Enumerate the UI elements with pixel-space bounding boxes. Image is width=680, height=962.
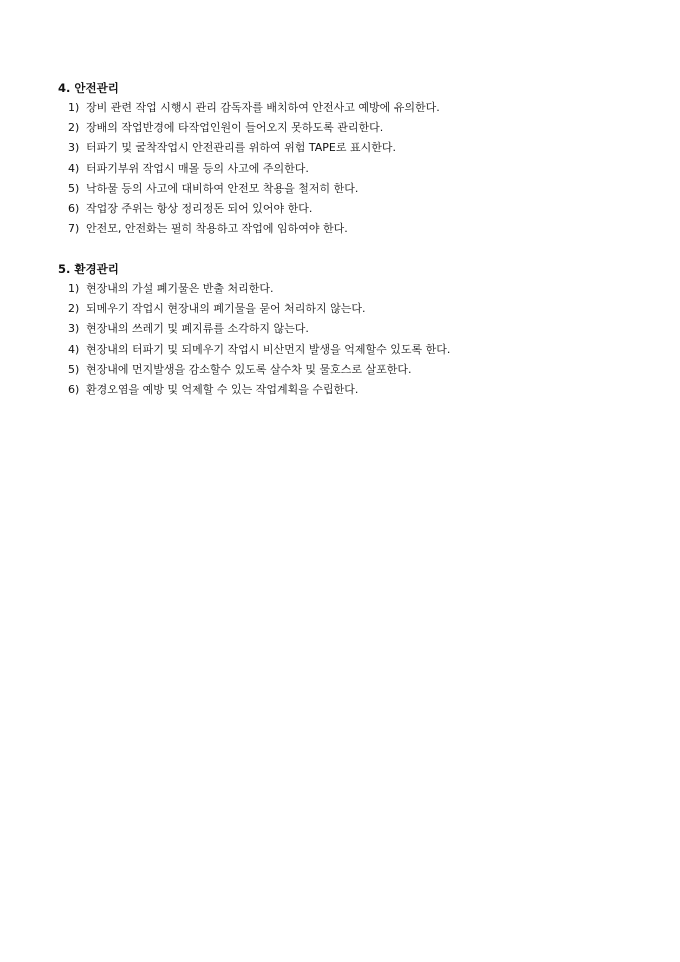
item-text: 되메우기 작업시 현장내의 폐기물을 묻어 처리하지 않는다. <box>86 302 366 316</box>
item-text: 작업장 주위는 항상 정리정돈 되어 있어야 한다. <box>86 201 313 215</box>
item-text: 터파기부위 작업시 매몰 등의 사고에 주의한다. <box>86 161 309 175</box>
section-title: 5. 환경관리 <box>58 262 119 276</box>
list-item <box>58 219 658 239</box>
list-item <box>58 340 658 360</box>
item-text: 현장내에 먼지발생을 감소할수 있도록 살수차 및 물호스로 살포한다. <box>86 362 412 376</box>
item-number: 5) <box>68 362 80 376</box>
list-item <box>58 199 658 219</box>
item-number: 3) <box>68 322 80 336</box>
list-item <box>58 98 658 118</box>
item-number: 3) <box>68 141 80 155</box>
item-text: 터파기 및 굴착작업시 안전관리를 위하여 위험 TAPE로 표시한다. <box>86 141 396 155</box>
item-number: 4) <box>68 161 80 175</box>
section-title: 4. 안전관리 <box>58 81 119 95</box>
item-text: 낙하물 등의 사고에 대비하여 안전모 착용을 철저히 한다. <box>86 181 359 195</box>
item-number: 2) <box>68 302 80 316</box>
item-text: 장배의 작업반경에 타작업인원이 들어오지 못하도록 관리한다. <box>86 121 384 135</box>
item-text: 장비 관련 작업 시행시 관리 감독자를 배치하여 안전사고 예방에 유의한다. <box>86 101 440 114</box>
item-number: 2) <box>68 121 80 135</box>
list-item <box>58 118 658 138</box>
item-number: 1) <box>68 282 80 295</box>
list-item <box>58 360 658 380</box>
list-item <box>58 159 658 179</box>
item-text: 현장내의 터파기 및 되메우기 작업시 비산먼지 발생을 억제할수 있도록 한다. <box>86 342 451 356</box>
section-safety-management <box>58 78 658 239</box>
item-number: 6) <box>68 382 80 396</box>
list-item <box>58 138 658 158</box>
item-text: 환경오염을 예방 및 억제할 수 있는 작업계획을 수립한다. <box>86 382 359 396</box>
list-item <box>58 380 658 400</box>
list-item <box>58 299 658 319</box>
item-text: 안전모, 안전화는 필히 착용하고 작업에 임하여야 한다. <box>86 222 348 236</box>
item-text: 현장내의 쓰레기 및 폐지류를 소각하지 않는다. <box>86 322 309 336</box>
item-number: 4) <box>68 342 80 356</box>
list-item <box>58 179 658 199</box>
item-text: 현장내의 가설 폐기물은 반출 처리한다. <box>86 282 274 295</box>
list-item <box>58 279 658 299</box>
section-environment-management <box>58 259 658 400</box>
list-item <box>58 319 658 339</box>
item-number: 6) <box>68 201 80 215</box>
item-number: 7) <box>68 222 80 236</box>
item-number: 5) <box>68 181 80 195</box>
item-number: 1) <box>68 101 80 114</box>
